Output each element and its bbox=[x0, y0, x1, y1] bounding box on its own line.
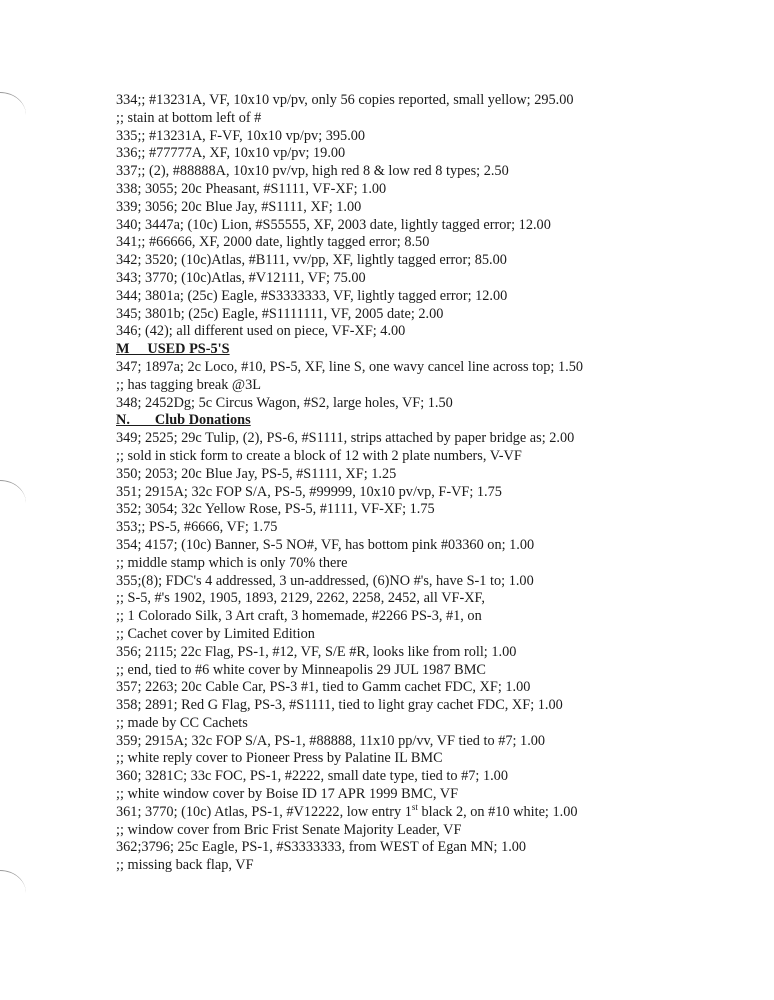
lot-line: 351; 2915A; 32c FOP S/A, PS-5, #99999, 10x10 pv/vp, F-VF; 1.75 bbox=[116, 483, 502, 500]
lot-line: 335;; #13231A, F-VF, 10x10 vp/pv; 395.00 bbox=[116, 127, 366, 144]
hole-punch-mark bbox=[0, 92, 26, 115]
lot-continuation-line: ;; window cover from Bric Frist Senate Majority Leader, VF bbox=[116, 821, 462, 838]
lot-line: 355;(8); FDC's 4 addressed, 3 un-addressed, (6)NO #'s, have S-1 to; 1.00 bbox=[116, 572, 534, 589]
lot-continuation-line: ;; has tagging break @3L bbox=[116, 376, 261, 393]
lot-line: 340; 3447a; (10c) Lion, #S55555, XF, 2003 date, lightly tagged error; 12.00 bbox=[116, 216, 551, 233]
lot-line: 345; 3801b; (25c) Eagle, #S1111111, VF, 2005 date; 2.00 bbox=[116, 305, 444, 322]
lot-line: 342; 3520; (10c)Atlas, #B111, vv/pp, XF, lightly tagged error; 85.00 bbox=[116, 252, 507, 269]
lot-line: 341;; #66666, XF, 2000 date, lightly tagged error; 8.50 bbox=[116, 234, 430, 251]
lot-continuation-line: ;; white window cover by Boise ID 17 APR 1999 BMC, VF bbox=[116, 786, 459, 803]
lot-continuation-line: ;; end, tied to #6 white cover by Minneapolis 29 JUL 1987 BMC bbox=[116, 661, 486, 678]
lot-line: 354; 4157; (10c) Banner, S-5 NO#, VF, has bottom pink #03360 on; 1.00 bbox=[116, 536, 535, 553]
lot-line: 349; 2525; 29c Tulip, (2), PS-6, #S1111, strips attached by paper bridge as; 2.00 bbox=[116, 430, 575, 447]
lot-line: 337;; (2), #88888A, 10x10 pv/vp, high red 8 & low red 8 types; 2.50 bbox=[116, 163, 509, 180]
lot-line bbox=[116, 804, 756, 822]
lot-line: 356; 2115; 22c Flag, PS-1, #12, VF, S/E #R, looks like from roll; 1.00 bbox=[116, 643, 517, 660]
lot-line: 360; 3281C; 33c FOC, PS-1, #2222, small date type, tied to #7; 1.00 bbox=[116, 768, 508, 785]
hole-punch-mark bbox=[0, 480, 26, 503]
lot-line: 347; 1897a; 2c Loco, #10, PS-5, XF, line S, one wavy cancel line across top; 1.50 bbox=[116, 358, 584, 375]
lot-line: 359; 2915A; 32c FOP S/A, PS-1, #88888, 11x10 pp/vv, VF tied to #7; 1.00 bbox=[116, 732, 546, 749]
lot-continuation-line: ;; made by CC Cachets bbox=[116, 714, 248, 731]
lot-line: 348; 2452Dg; 5c Circus Wagon, #S2, large holes, VF; 1.50 bbox=[116, 394, 453, 411]
lot-line: 353;; PS-5, #6666, VF; 1.75 bbox=[116, 519, 278, 536]
lot-continuation-line: ;; S-5, #'s 1902, 1905, 1893, 2129, 2262, 2258, 2452, all VF-XF, bbox=[116, 590, 485, 607]
lot-listing bbox=[116, 92, 756, 875]
lot-text: 361; 3770; (10c) Atlas, PS-1, #V12222, low entry 1 bbox=[116, 803, 412, 820]
hole-punch-mark bbox=[0, 870, 26, 893]
lot-continuation-line: ;; 1 Colorado Silk, 3 Art craft, 3 homemade, #2266 PS-3, #1, on bbox=[116, 608, 482, 625]
lot-continuation-line: ;; stain at bottom left of # bbox=[116, 109, 262, 126]
lot-continuation-line: ;; missing back flap, VF bbox=[116, 857, 254, 874]
lot-line: 339; 3056; 20c Blue Jay, #S1111, XF; 1.00 bbox=[116, 198, 362, 215]
lot-line: 357; 2263; 20c Cable Car, PS-3 #1, tied to Gamm cachet FDC, XF; 1.00 bbox=[116, 679, 531, 696]
lot-line: 343; 3770; (10c)Atlas, #V12111, VF; 75.00 bbox=[116, 269, 366, 286]
lot-continuation-line: ;; Cachet cover by Limited Edition bbox=[116, 625, 315, 642]
lot-line: 362;3796; 25c Eagle, PS-1, #S3333333, from WEST of Egan MN; 1.00 bbox=[116, 839, 527, 856]
ordinal-suffix: st bbox=[411, 802, 418, 813]
lot-line: 338; 3055; 20c Pheasant, #S1111, VF-XF; 1.00 bbox=[116, 180, 387, 197]
lot-line: 350; 2053; 20c Blue Jay, PS-5, #S1111, XF; 1.25 bbox=[116, 465, 397, 482]
lot-line: 346; (42); all different used on piece, VF-XF; 4.00 bbox=[116, 323, 406, 340]
lot-continuation-line: ;; sold in stick form to create a block of 12 with 2 plate numbers, V-VF bbox=[116, 447, 522, 464]
lot-text: black 2, on #10 white; 1.00 bbox=[417, 803, 578, 820]
section-heading: N. Club Donations bbox=[116, 412, 251, 429]
lot-line: 344; 3801a; (25c) Eagle, #S3333333, VF, lightly tagged error; 12.00 bbox=[116, 287, 508, 304]
lot-continuation-line: ;; white reply cover to Pioneer Press by Palatine IL BMC bbox=[116, 750, 443, 767]
lot-line: 352; 3054; 32c Yellow Rose, PS-5, #1111, VF-XF; 1.75 bbox=[116, 501, 435, 518]
lot-line: 334;; #13231A, VF, 10x10 vp/pv, only 56 copies reported, small yellow; 295.00 bbox=[116, 92, 574, 108]
lot-line: 358; 2891; Red G Flag, PS-3, #S1111, tied to light gray cachet FDC, XF; 1.00 bbox=[116, 697, 563, 714]
lot-continuation-line: ;; middle stamp which is only 70% there bbox=[116, 554, 348, 571]
lot-line: 336;; #77777A, XF, 10x10 vp/pv; 19.00 bbox=[116, 145, 346, 162]
section-heading: M USED PS-5'S bbox=[116, 341, 230, 358]
